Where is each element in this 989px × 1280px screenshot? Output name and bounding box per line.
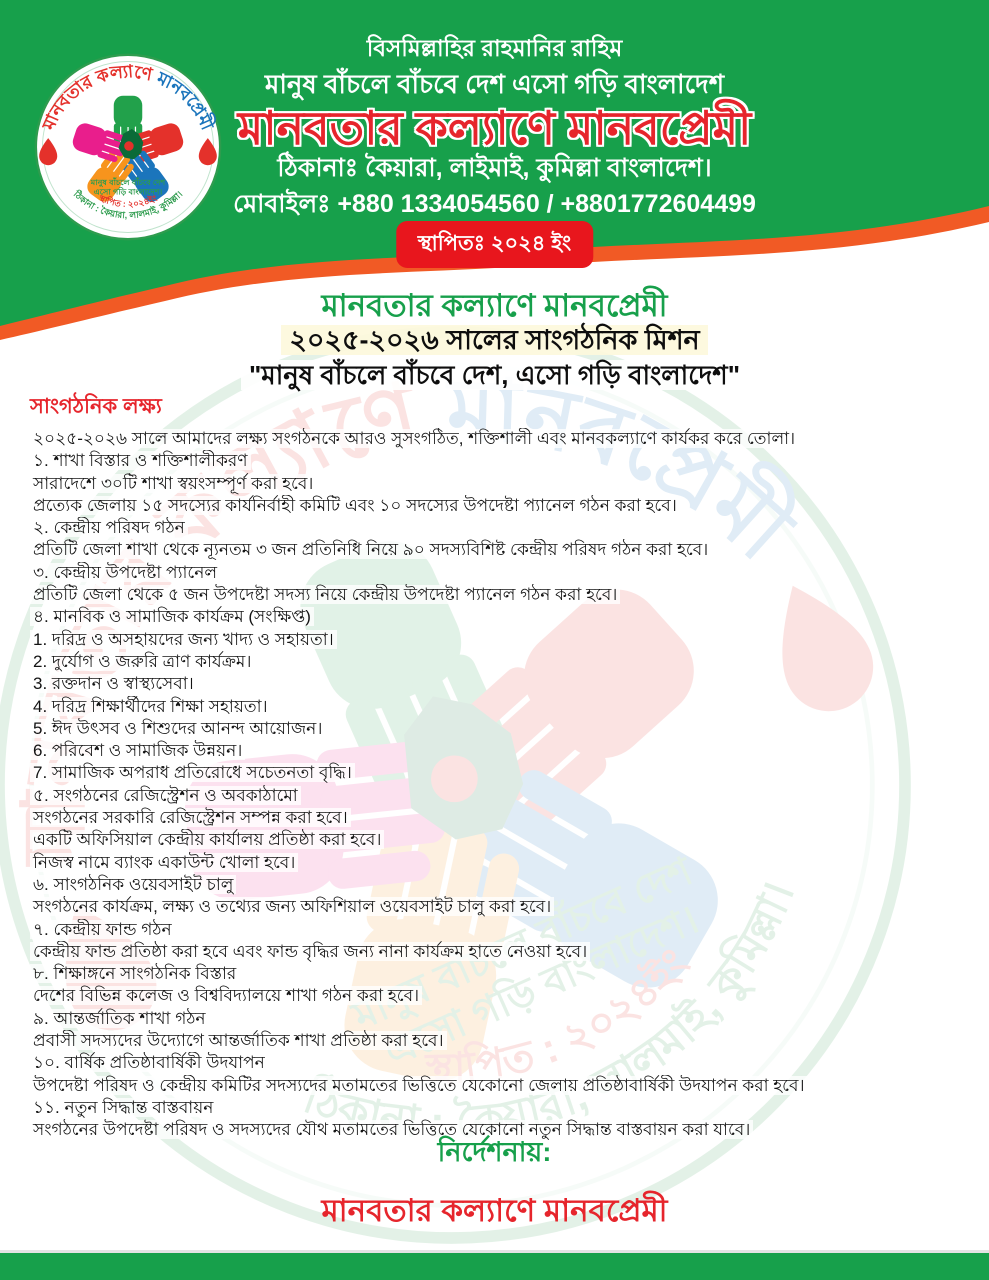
established-badge: স্থাপিতঃ ২০২৪ ইং (396, 221, 593, 268)
footer-org-name: মানবতার কল্যাণে মানবপ্রেমী (321, 1193, 668, 1228)
mission-org-title: মানবতার কল্যাণে মানবপ্রেমী (321, 288, 668, 323)
mission-line: সংগঠনের কার্যক্রম, লক্ষ্য ও তথ্যের জন্য অফিশিয়াল ওয়েবসাইট চালু করা হবে। (30, 896, 965, 918)
mission-line: সংগঠনের উপদেষ্টা পরিষদ ও সদস্যদের যৌথ মতামতের ভিত্তিতে যেকোনো নতুন সিদ্ধান্ত বাস্তবায়ন করা যাবে। (30, 1119, 965, 1141)
mission-line: 1. দরিদ্র ও অসহায়দের জন্য খাদ্য ও সহায়তা। (30, 629, 965, 651)
mission-line: প্রতিটি জেলা থেকে ৫ জন উপদেষ্টা সদস্য নিয়ে কেন্দ্রীয় উপদেষ্টা প্যানেল গঠন করা হবে। (30, 584, 965, 606)
mission-line: ২০২৫-২০২৬ সালে আমাদের লক্ষ্য সংগঠনকে আরও সুসংগঠিত, শক্তিশালী এবং মানবকল্যাণে কার্যকর করে তোলা। (30, 428, 965, 450)
section-label: সাংগঠনিক লক্ষ্য (30, 395, 162, 418)
mission-section (0, 282, 989, 1142)
mission-line: নিজস্ব নামে ব্যাংক একাউন্ট খোলা হবে। (30, 852, 965, 874)
mission-line: সারাদেশে ৩০টি শাখা স্বয়ংসম্পূর্ণ করা হবে। (30, 473, 965, 495)
mission-line: 3. রক্তদান ও স্বাস্থ্যসেবা। (30, 673, 965, 695)
mission-line: 4. দরিদ্র শিক্ষার্থীদের শিক্ষা সহায়তা। (30, 696, 965, 718)
mission-line: 7. সামাজিক অপরাধ প্রতিরোধে সচেতনতা বৃদ্ধি। (30, 762, 965, 784)
address-line: ঠিকানাঃ কৈয়ারা, লাইমাই, কুমিল্লা বাংলাদেশ। (277, 154, 712, 182)
mission-line: ৪. মানবিক ও সামাজিক কার্যক্রম (সংক্ষিপ্ত) (30, 606, 965, 628)
mission-line: ১১. নতুন সিদ্ধান্ত বাস্তবায়ন (30, 1097, 965, 1119)
header-slogan: মানুষ বাঁচলে বাঁচবে দেশ এসো গড়ি বাংলাদেশ (264, 69, 725, 99)
mission-line: উপদেষ্টা পরিষদ ও কেন্দ্রীয় কমিটির সদস্যদের মতামতের ভিত্তিতে যেকোনো জেলায় প্রতিষ্ঠাবার্ষিকী উদযাপন করা হবে। (30, 1075, 965, 1097)
mission-line: প্রবাসী সদস্যদের উদ্যোগে আন্তর্জাতিক শাখা প্রতিষ্ঠা করা হবে। (30, 1030, 965, 1052)
mission-line: ৩. কেন্দ্রীয় উপদেষ্টা প্যানেল (30, 562, 965, 584)
mission-line: ১. শাখা বিস্তার ও শক্তিশালীকরণ (30, 450, 965, 472)
mission-line: ৯. আন্তর্জাতিক শাখা গঠন (30, 1008, 965, 1030)
mission-line: ৭. কেন্দ্রীয় ফান্ড গঠন (30, 919, 965, 941)
mission-line: ১০. বার্ষিক প্রতিষ্ঠাবার্ষিকী উদযাপন (30, 1052, 965, 1074)
org-name-title: মানবতার কল্যাণে মানবপ্রেমী (237, 102, 752, 154)
bottom-green-bar (0, 1253, 989, 1280)
mission-line: ২. কেন্দ্রীয় পরিষদ গঠন (30, 517, 965, 539)
mobile-line: মোবাইলঃ +880 1334054560 / +8801772604499 (233, 190, 756, 218)
mission-line: প্রতিটি জেলা শাখা থেকে ন্যূনতম ৩ জন প্রতিনিধি নিয়ে ৯০ সদস্যবিশিষ্ট কেন্দ্রীয় পরিষদ গঠন করা হবে। (30, 539, 965, 561)
org-logo (33, 52, 223, 242)
mission-line: কেন্দ্রীয় ফান্ড প্রতিষ্ঠা করা হবে এবং ফান্ড বৃদ্ধির জন্য নানা কার্যক্রম হাতে নেওয়া হবে। (30, 941, 965, 963)
mission-line: একটি অফিসিয়াল কেন্দ্রীয় কার্যালয় প্রতিষ্ঠা করা হবে। (30, 829, 965, 851)
mission-line: 5. ঈদ উৎসব ও শিশুদের আনন্দ আয়োজন। (30, 718, 965, 740)
mission-quote: "মানুষ বাঁচলে বাঁচবে দেশ, এসো গড়ি বাংলাদেশ" (0, 355, 989, 389)
mission-line: ৮. শিক্ষাঙ্গনে সাংগঠনিক বিস্তার (30, 963, 965, 985)
mission-line: দেশের বিভিন্ন কলেজ ও বিশ্ববিদ্যালয়ে শাখা গঠন করা হবে। (30, 985, 965, 1007)
mission-line: ৫. সংগঠনের রেজিস্ট্রেশন ও অবকাঠামো (30, 785, 965, 807)
mission-line: 2. দুর্যোগ ও জরুরি ত্রাণ কার্যক্রম। (30, 651, 965, 673)
directed-by-label: নির্দেশনায়: (437, 1137, 552, 1167)
mission-line: ৬. সাংগঠনিক ওয়েবসাইট চালু (30, 874, 965, 896)
mission-lines (30, 428, 965, 1142)
mission-line: 6. পরিবেশ ও সামাজিক উন্নয়ন। (30, 740, 965, 762)
mission-line: সংগঠনের সরকারি রেজিস্ট্রেশন সম্পন্ন করা হবে। (30, 807, 965, 829)
bismillah-line: বিসমিল্লাহির রাহমানির রাহিম (366, 35, 623, 61)
mission-line: প্রত্যেক জেলায় ১৫ সদস্যের কার্যনির্বাহী কমিটি এবং ১০ সদস্যের উপদেষ্টা প্যানেল গঠন করা হবে। (30, 495, 965, 517)
mission-subtitle: ২০২৫-২০২৬ সালের সাংগঠনিক মিশন (0, 320, 989, 355)
